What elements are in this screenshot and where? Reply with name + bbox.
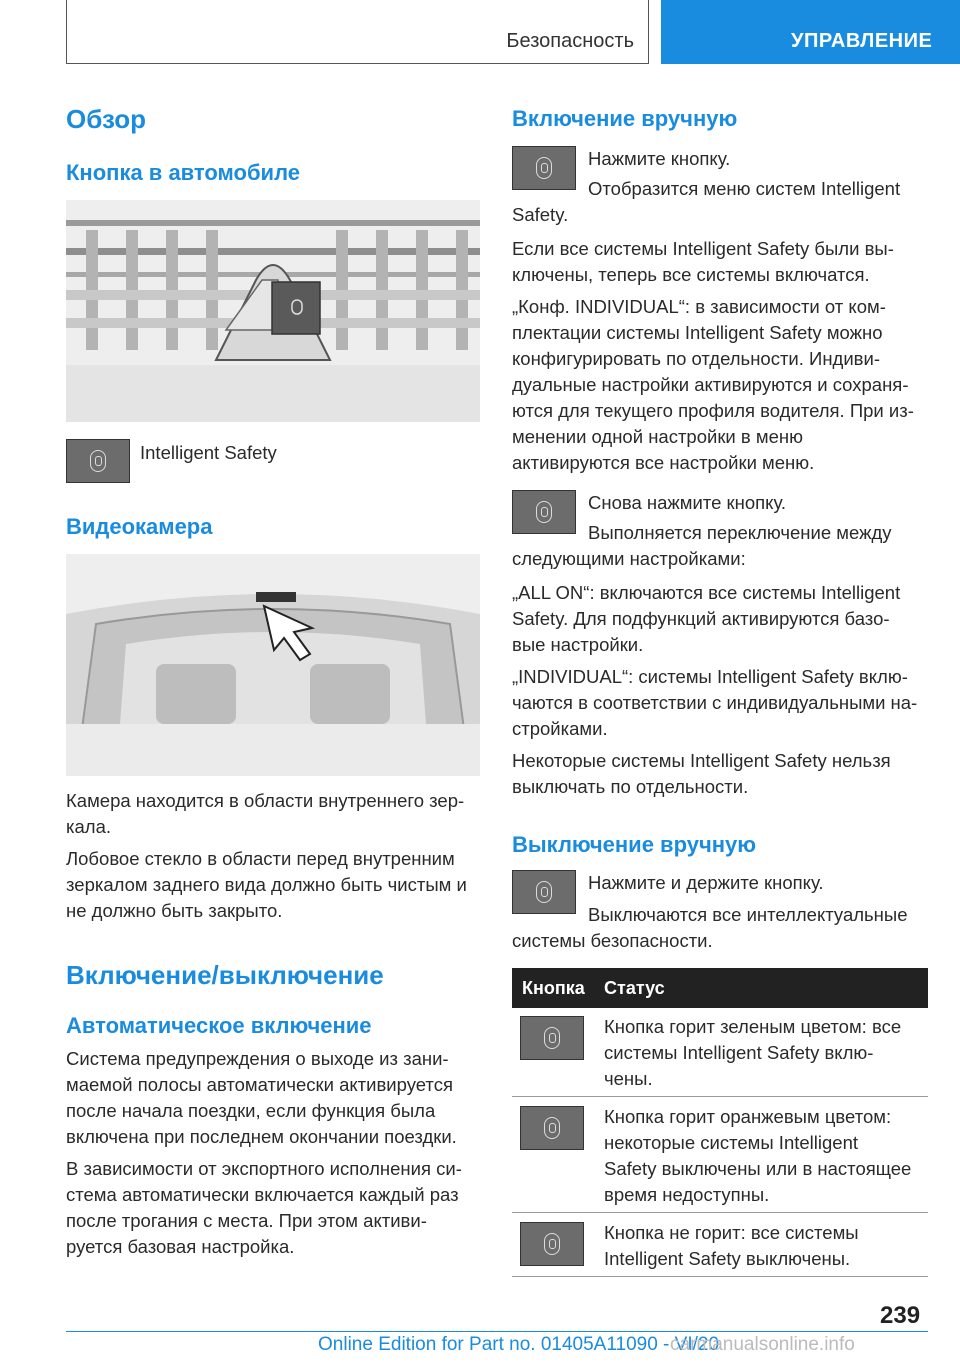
- toggle-text-3-line-1: „ALL ON“: включаются все системы Intelligent: [512, 582, 901, 603]
- toggle-text-3-line-2: Safety. Для подфункций активируются базо‐: [512, 608, 890, 629]
- manual-on-text-2-line-2: Safety.: [512, 204, 569, 225]
- auto-text-2-line-3: после трогания с места. При этом активи‐: [66, 1210, 427, 1231]
- button-green-icon: [520, 1016, 584, 1060]
- footer-edition: Online Edition for Part no. 01405A11090 - VI/20: [318, 1334, 720, 1355]
- heading-overview: Обзор: [66, 104, 146, 134]
- auto-text-1-line-2: маемой полосы автоматически активируется: [66, 1074, 453, 1095]
- toggle-text-5-line-1: Некоторые системы Intelligent Safety нельзя: [512, 750, 891, 771]
- auto-text-1-line-1: Система предупреждения о выходе из зани‐: [66, 1048, 449, 1069]
- auto-text-2-line-4: руется базовая настройка.: [66, 1236, 295, 1257]
- heading-on-off: Включение/выключение: [66, 960, 384, 990]
- intelligent-safety-button-icon: [512, 490, 576, 534]
- manual-on-text-4-line-4: дуальные настройки активируются и сохраня‐: [512, 374, 909, 395]
- camera-text-1-line-1: Камера находится в области внутреннего зер‐: [66, 790, 465, 811]
- heading-manual-on: Включение вручную: [512, 106, 738, 131]
- camera-text-2-line-2: зеркалом заднего вида должно быть чистым и: [66, 874, 467, 895]
- manual-on-step-1: Нажмите кнопку.: [588, 148, 731, 169]
- manual-on-text-4-line-5: ются для текущего профиля водителя. При из‐: [512, 400, 914, 421]
- manual-off-text-2-line-2: системы безопасности.: [512, 930, 713, 951]
- table-row-2-line-3: Safety выключены или в настоящее: [604, 1158, 912, 1179]
- table-col-button: Кнопка: [522, 978, 585, 998]
- intelligent-safety-button-icon: [66, 439, 130, 483]
- table-row-1-line-3: чены.: [604, 1068, 653, 1089]
- intelligent-safety-button-icon: [512, 146, 576, 190]
- intelligent-safety-button-icon: [512, 870, 576, 914]
- manual-off-text-2-line-1: Выключаются все интеллектуальные: [588, 904, 908, 925]
- button-off-icon: [520, 1222, 584, 1266]
- table-row-divider: [512, 1212, 928, 1213]
- footer-watermark: carmanualsonline.info: [670, 1334, 855, 1355]
- auto-text-1-line-4: включена при последнем окончании поездки.: [66, 1126, 457, 1147]
- manual-on-text-4-line-3: конфигурировать по отдельности. Индиви‐: [512, 348, 881, 369]
- table-bottom-rule: [512, 1276, 928, 1277]
- windscreen-camera-photo: [66, 554, 480, 776]
- camera-text-2-line-3: не должно быть закрыто.: [66, 900, 283, 921]
- page-number: 239: [880, 1302, 921, 1329]
- status-table-header: [512, 968, 928, 1008]
- manual-on-text-4-line-7: активируются все настройки меню.: [512, 452, 815, 473]
- toggle-text-2-line-2: следующими настройками:: [512, 548, 746, 569]
- toggle-text-2-line-1: Выполняется переключение между: [588, 522, 892, 543]
- toggle-step-1: Снова нажмите кнопку.: [588, 492, 786, 513]
- table-col-status: Статус: [604, 978, 665, 998]
- footer-rule: [66, 1331, 928, 1332]
- table-row-2-line-1: Кнопка горит оранжевым цветом:: [604, 1106, 892, 1127]
- button-orange-icon: [520, 1106, 584, 1150]
- table-row-2-line-4: время недоступны.: [604, 1184, 770, 1205]
- auto-text-2-line-2: стема автоматически включается каждый раз: [66, 1184, 459, 1205]
- manual-off-step-1: Нажмите и держите кнопку.: [588, 872, 824, 893]
- heading-camera: Видеокамера: [66, 514, 213, 539]
- header-chapter-tab: [661, 0, 960, 64]
- camera-text-2-line-1: Лобовое стекло в области перед внутренним: [66, 848, 455, 869]
- table-row-3-line-2: Intelligent Safety выключены.: [604, 1248, 851, 1269]
- manual-on-text-4-line-2: плектации системы Intelligent Safety можно: [512, 322, 883, 343]
- heading-manual-off: Выключение вручную: [512, 832, 757, 857]
- toggle-text-4-line-2: чаются в соответствии с индивидуальными на‐: [512, 692, 918, 713]
- camera-text-1-line-2: кала.: [66, 816, 112, 837]
- toggle-text-4-line-1: „INDIVIDUAL“: системы Intelligent Safety вклю‐: [512, 666, 908, 687]
- table-row-1-line-1: Кнопка горит зеленым цветом: все: [604, 1016, 902, 1037]
- icon-label-intelligent-safety: Intelligent Safety: [140, 442, 277, 463]
- table-row-1-line-2: системы Intelligent Safety вклю‐: [604, 1042, 874, 1063]
- grille-photo: [66, 200, 480, 422]
- heading-auto-on: Автоматическое включение: [66, 1013, 372, 1038]
- toggle-text-5-line-2: выключать по отдельности.: [512, 776, 749, 797]
- header-chapter-title: УПРАВЛЕНИЕ: [791, 30, 933, 52]
- table-row-2-line-2: некоторые системы Intelligent: [604, 1132, 858, 1153]
- auto-text-2-line-1: В зависимости от экспортного исполнения си‐: [66, 1158, 462, 1179]
- toggle-text-3-line-3: вые настройки.: [512, 634, 644, 655]
- auto-text-1-line-3: после начала поездки, если функция была: [66, 1100, 436, 1121]
- manual-on-text-4-line-1: „Конф. INDIVIDUAL“: в зависимости от ком‐: [512, 296, 886, 317]
- manual-on-text-3-line-1: Если все системы Intelligent Safety были вы‐: [512, 238, 894, 259]
- toggle-text-4-line-3: стройками.: [512, 718, 608, 739]
- header-section-title: Безопасность: [506, 30, 634, 52]
- header-section-box: [66, 0, 649, 64]
- manual-on-text-4-line-6: менении одной настройки в меню: [512, 426, 803, 447]
- heading-button-in-car: Кнопка в автомобиле: [66, 160, 300, 185]
- table-row-divider: [512, 1096, 928, 1097]
- manual-on-text-3-line-2: ключены, теперь все системы включатся.: [512, 264, 870, 285]
- table-row-3-line-1: Кнопка не горит: все системы: [604, 1222, 859, 1243]
- manual-on-text-2-line-1: Отобразится меню систем Intelligent: [588, 178, 901, 199]
